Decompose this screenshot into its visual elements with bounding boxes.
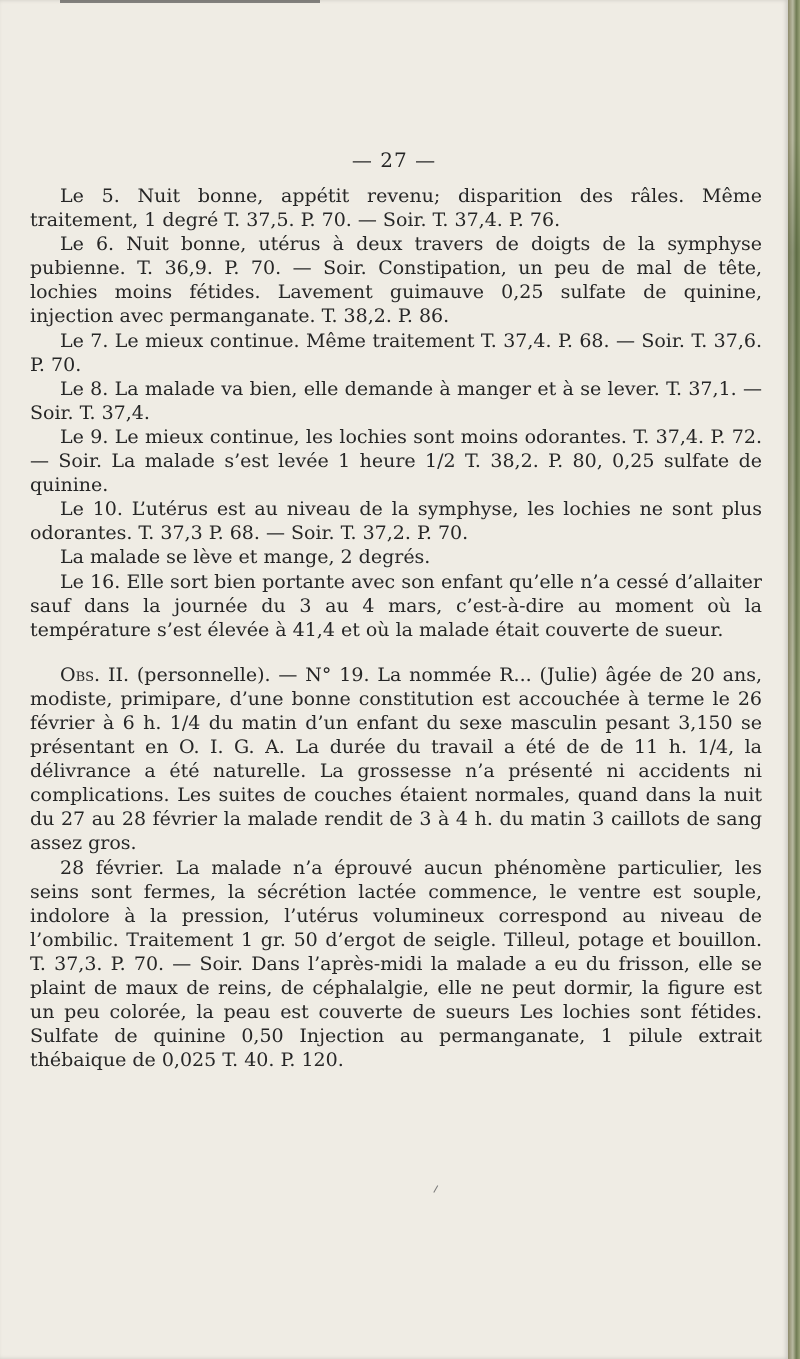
paragraph-observation-2: [30, 663, 762, 856]
binding-edge-shadow: [788, 140, 800, 700]
page-number: — 27 —: [351, 148, 437, 172]
observation-text: II. (personnelle). — N° 19. La nommée R... (Julie) âgée de 20 ans, modiste, primipare, d’une bonne constitution est accouchée à terme le 26 février à 6 h. 1/4 du matin d’un enfant du sexe masculin pesant 3,150 se présentant en O. I. G. A. La durée du travail a été de de 11 h. 1/4, la délivrance a été naturelle. La grossesse n’a présenté ni accidents ni complications. Les suites de couches étaient normales, quand dans la nuit du 27 au 28 février la malade rendit de 3 à 4 h. du matin 3 caillots de sang assez gros.: [30, 663, 762, 855]
pencil-mark: [433, 1185, 441, 1194]
paragraph-day-10: Le 10. L’utérus est au niveau de la symphyse, les lochies ne sont plus odorantes. T. 37,3 P. 68. — Soir. T. 37,2. P. 70.: [30, 498, 762, 545]
paragraph-day-7: Le 7. Le mieux continue. Même traitement T. 37,4. P. 68. — Soir. T. 37,6. P. 70.: [30, 329, 762, 376]
paragraph-day-6: Le 6. Nuit bonne, utérus à deux travers de doigts de la symphyse pubienne. T. 36,9. P. 70. — Soir. Constipation, un peu de mal de tête, lochies moins fétides. Lavement guimauve 0,25 sulfate de quinine, injection avec permanganate. T. 38,2. P. 86.: [30, 233, 762, 328]
paragraph-day-5: Le 5. Nuit bonne, appétit revenu; disparition des râles. Même traitement, 1 degré T. 37,5. P. 70. — Soir. T. 37,4. P. 76.: [30, 185, 762, 232]
paragraph-day-8: Le 8. La malade va bien, elle demande à manger et à se lever. T. 37,1. — Soir. T. 37,4.: [30, 377, 762, 424]
paragraph-day-16: Le 16. Elle sort bien portante avec son enfant qu’elle n’a cessé d’allaiter sauf dans la journée du 3 au 4 mars, c’est-à-dire au moment où la température s’est élevée à 41,4 et où la malade était couverte de sueur.: [30, 570, 762, 641]
paragraph-28-fevrier: 28 février. La malade n’a éprouvé aucun phénomène particulier, les seins sont fermes, la sécrétion lactée commence, le ventre est souple, indolore à la pression, l’utérus volumineux correspond au niveau de l’ombilic. Traitement 1 gr. 50 d’ergot de seigle. Tilleul, potage et bouillon. T. 37,3. P. 70. — Soir. Dans l’après-midi la malade a eu du frisson, elle se plaint de maux de reins, de céphalalgie, elle ne peut dormir, la figure est un peu colorée, la peau est couverte de sueurs Les lochies sont fétides. Sulfate de quinine 0,50 Injection au permanganate, 1 pilule extrait thébaique de 0,025 T. 40. P. 120.: [30, 856, 762, 1072]
observation-label: Obs.: [60, 663, 101, 686]
page-body: [30, 184, 762, 1072]
paragraph-day-9: Le 9. Le mieux continue, les lochies sont moins odorantes. T. 37,4. P. 72. — Soir. La malade s’est levée 1 heure 1/2 T. 38,2. P. 80, 0,25 sulfate de quinine.: [30, 425, 762, 497]
top-edge-artifact: [60, 0, 320, 3]
paragraph-lever: La malade se lève et mange, 2 degrés.: [60, 546, 431, 569]
